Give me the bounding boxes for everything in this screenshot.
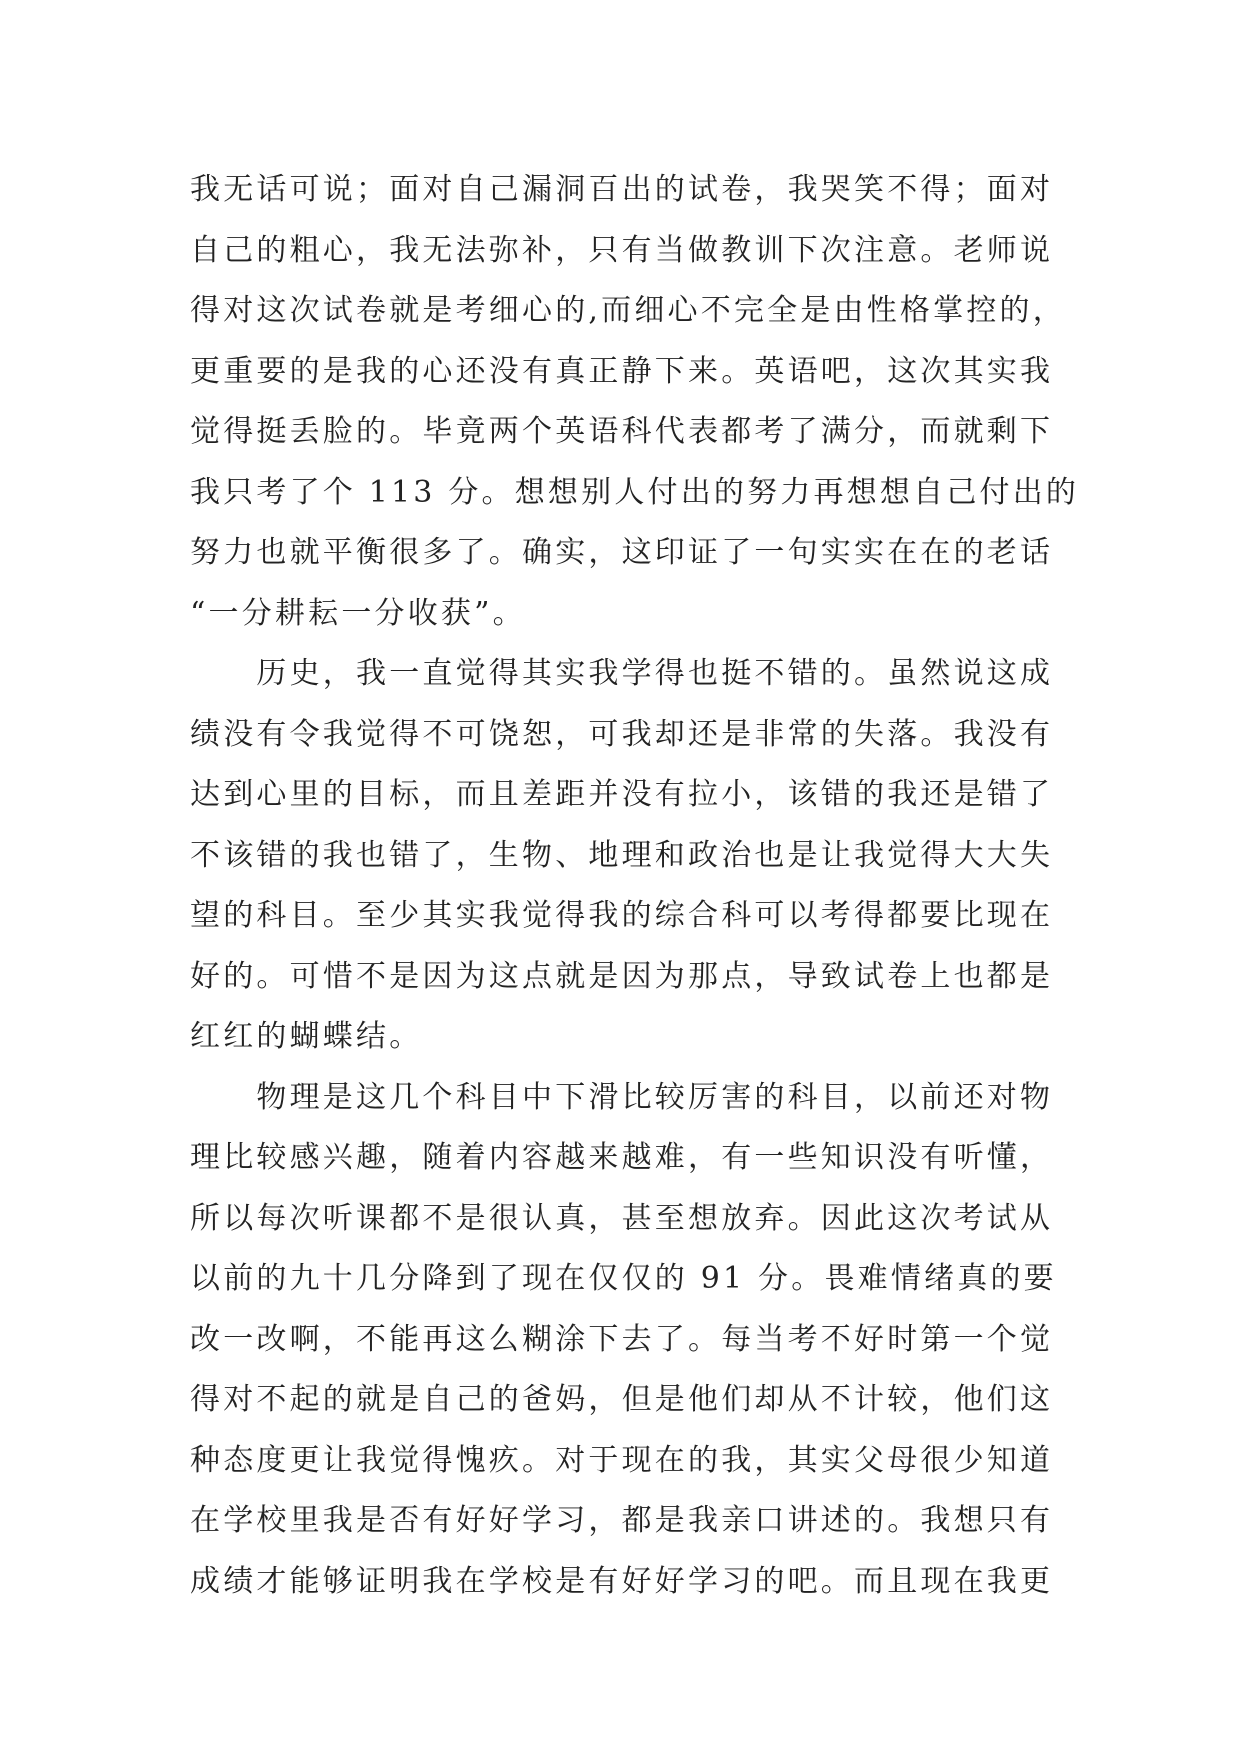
text-line: 自己的粗心，我无法弥补，只有当做教训下次注意。老师说: [190, 232, 1054, 268]
text-line: 达到心里的目标，而且差距并没有拉小，该错的我还是错了: [190, 777, 1054, 812]
text-line: 历史，我一直觉得其实我学得也挺不错的。虽然说这成: [190, 656, 1054, 691]
text-line: 改一改啊，不能再这么糊涂下去了。每当考不好时第一个觉: [190, 1321, 1054, 1357]
text-line: 我只考了个 113 分。想想别人付出的努力再想想自己付出的: [190, 474, 1080, 510]
text-line: 努力也就平衡很多了。确实，这印证了一句实实在在的老话: [190, 535, 1054, 570]
text-line: 成绩才能够证明我在学校是有好好学习的吧。而且现在我更: [190, 1563, 1054, 1599]
text-line: 望的科目。至少其实我觉得我的综合科可以考得都要比现在: [190, 898, 1054, 933]
text-line: 觉得挺丢脸的。毕竟两个英语科代表都考了满分，而就剩下: [190, 414, 1054, 449]
text-line: 红红的蝴蝶结。: [190, 1019, 423, 1054]
text-line: 绩没有令我觉得不可饶恕，可我却还是非常的失落。我没有: [190, 716, 1054, 752]
text-line: 在学校里我是否有好好学习，都是我亲口讲述的。我想只有: [190, 1503, 1054, 1538]
text-line: 所以每次听课都不是很认真，甚至想放弃。因此这次考试从: [190, 1200, 1054, 1236]
text-line: 好的。可惜不是因为这点就是因为那点，导致试卷上也都是: [190, 958, 1054, 994]
text-line: 得对不起的就是自己的爸妈，但是他们却从不计较，他们这: [190, 1382, 1054, 1417]
text-line: 我无话可说；面对自己漏洞百出的试卷，我哭笑不得；面对: [190, 172, 1054, 207]
text-line: 以前的九十几分降到了现在仅仅的 91 分。畏难情绪真的要: [190, 1261, 1057, 1296]
text-line: “一分耕耘一分收获”。: [190, 595, 526, 631]
text-line: 得对这次试卷就是考细心的,而细心不完全是由性格掌控的，: [190, 293, 1066, 328]
text-line: 理比较感兴趣，随着内容越来越难，有一些知识没有听懂，: [190, 1140, 1054, 1175]
essay-body: [190, 160, 1090, 1612]
text-line: 物理是这几个科目中下滑比较厉害的科目，以前还对物: [190, 1079, 1054, 1115]
text-line: 种态度更让我觉得愧疚。对于现在的我，其实父母很少知道: [190, 1442, 1054, 1478]
text-line: 不该错的我也错了，生物、地理和政治也是让我觉得大大失: [190, 837, 1054, 873]
text-line: 更重要的是我的心还没有真正静下来。英语吧，这次其实我: [190, 353, 1054, 389]
